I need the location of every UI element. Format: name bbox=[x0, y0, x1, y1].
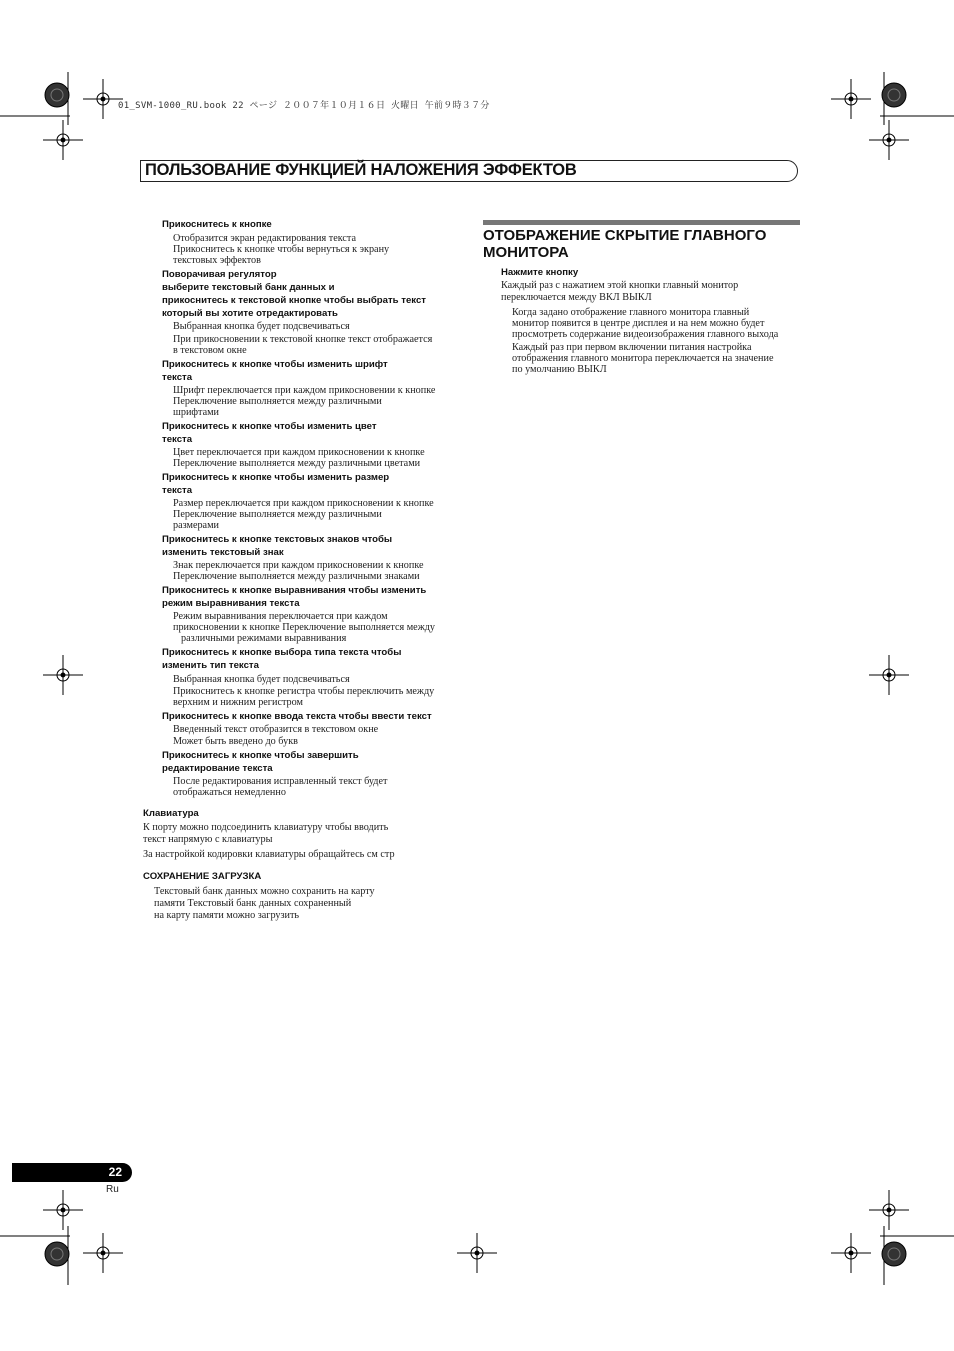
step-heading: Прикоснитесь к кнопке чтобы изменить цвет bbox=[162, 421, 377, 432]
step-heading: текста bbox=[162, 372, 193, 383]
registration-target-icon bbox=[457, 1233, 497, 1273]
registration-disc-icon bbox=[881, 1241, 907, 1267]
keyboard-text: К порту можно подсоединить клавиатуру чтобы вводить bbox=[143, 822, 389, 833]
step-heading: изменить тип текста bbox=[162, 660, 259, 671]
step-text: отображаться немедленно bbox=[173, 787, 286, 798]
step-heading: Нажмите кнопку bbox=[501, 267, 579, 278]
step-heading: выберите текстовый банк данных и bbox=[162, 282, 335, 293]
step-text: Может быть введено до букв bbox=[173, 736, 298, 747]
step-heading: Прикоснитесь к кнопке ввода текста чтобы ввести текст bbox=[162, 711, 432, 722]
step-text: Режим выравнивания переключается при каждом bbox=[173, 611, 388, 622]
step-text: Отобразится экран редактирования текста bbox=[173, 233, 357, 244]
save-load-text: Текстовый банк данных можно сохранить на карту bbox=[154, 886, 375, 897]
step-text: Цвет переключается при каждом прикосновении к кнопке bbox=[173, 447, 425, 458]
registration-target-icon bbox=[83, 1233, 123, 1273]
step-text: Знак переключается при каждом прикосновении к кнопке bbox=[173, 560, 424, 571]
step-text: Выбранная кнопка будет подсвечиваться bbox=[173, 674, 350, 685]
save-load-text: на карту памяти можно загрузить bbox=[154, 910, 300, 921]
section-rule bbox=[483, 220, 800, 225]
print-header: 01_SVM-1000_RU.book 22 ページ ２００７年１０月１６日 火曜日 午前９時３７分 bbox=[118, 101, 490, 111]
registration-target-icon bbox=[869, 655, 909, 695]
step-heading: Прикоснитесь к кнопке bbox=[162, 219, 272, 230]
keyboard-heading: Клавиатура bbox=[143, 808, 199, 819]
step-text: по умолчанию ВЫКЛ bbox=[512, 364, 607, 375]
step-heading: редактирование текста bbox=[162, 763, 273, 774]
registration-target-icon bbox=[831, 1233, 871, 1273]
step-heading: текста bbox=[162, 434, 193, 445]
step-text: Прикоснитесь к кнопке регистра чтобы переключить между bbox=[173, 686, 435, 697]
step-heading: Прикоснитесь к кнопке чтобы завершить bbox=[162, 750, 359, 761]
section-title-line: ОТОБРАЖЕНИЕ СКРЫТИЕ ГЛАВНОГО bbox=[483, 227, 767, 244]
step-text: отображения главного монитора переключается на значение bbox=[512, 353, 774, 364]
step-heading: текста bbox=[162, 485, 193, 496]
registration-target-icon bbox=[831, 79, 871, 119]
step-heading: Поворачивая регулятор bbox=[162, 269, 277, 280]
step-text: Каждый раз с нажатием этой кнопки главный монитор bbox=[501, 280, 739, 291]
step-text: шрифтами bbox=[173, 407, 219, 418]
page-title: ПОЛЬЗОВАНИЕ ФУНКЦИЕЙ НАЛОЖЕНИЯ ЭФФЕКТОВ bbox=[145, 161, 577, 179]
registration-disc-icon bbox=[44, 82, 70, 108]
registration-target-icon bbox=[83, 79, 123, 119]
step-heading: изменить текстовый знак bbox=[162, 547, 284, 558]
step-text: размерами bbox=[173, 520, 219, 531]
step-text: Переключение выполняется между различными знаками bbox=[173, 571, 420, 582]
page-number: 22 bbox=[108, 1165, 122, 1179]
registration-disc-icon bbox=[44, 1241, 70, 1267]
step-text: Шрифт переключается при каждом прикосновении к кнопке bbox=[173, 385, 436, 396]
registration-target-icon bbox=[869, 120, 909, 160]
registration-disc-icon bbox=[881, 82, 907, 108]
step-text: различными режимами выравнивания bbox=[181, 633, 347, 644]
step-text: в текстовом окне bbox=[173, 345, 247, 356]
language-code: Ru bbox=[106, 1184, 119, 1195]
step-text: Каждый раз при первом включении питания настройка bbox=[512, 342, 752, 353]
step-heading: Прикоснитесь к кнопке чтобы изменить шрифт bbox=[162, 359, 388, 370]
step-heading: Прикоснитесь к кнопке текстовых знаков чтобы bbox=[162, 534, 393, 545]
step-heading: Прикоснитесь к кнопке чтобы изменить размер bbox=[162, 472, 390, 483]
save-load-text: памяти Текстовый банк данных сохраненный bbox=[154, 898, 352, 909]
step-heading: прикоснитесь к текстовой кнопке чтобы выбрать текст bbox=[162, 295, 426, 306]
step-text: прикосновении к кнопке Переключение выполняется между bbox=[173, 622, 436, 633]
save-load-heading: СОХРАНЕНИЕ ЗАГРУЗКА bbox=[143, 871, 262, 882]
step-heading: Прикоснитесь к кнопке выравнивания чтобы изменить bbox=[162, 585, 427, 596]
keyboard-text: текст напрямую с клавиатуры bbox=[143, 834, 273, 845]
step-text: Прикоснитесь к кнопке чтобы вернуться к экрану bbox=[173, 244, 390, 255]
section-title-line: МОНИТОРА bbox=[483, 244, 569, 261]
step-text: При прикосновении к текстовой кнопке текст отображается bbox=[173, 334, 433, 345]
step-text: просмотреть содержание видеоизображения главного выхода bbox=[512, 329, 779, 340]
step-heading: Прикоснитесь к кнопке выбора типа текста чтобы bbox=[162, 647, 402, 658]
step-text: Размер переключается при каждом прикосновении к кнопке bbox=[173, 498, 434, 509]
registration-target-icon bbox=[43, 120, 83, 160]
registration-target-icon bbox=[43, 1190, 83, 1230]
step-text: Когда задано отображение главного монитора главный bbox=[512, 307, 750, 318]
step-text: монитор появится в центре дисплея и на нем можно будет bbox=[512, 318, 765, 329]
step-text: текстовых эффектов bbox=[173, 255, 261, 266]
step-text: переключается между ВКЛ ВЫКЛ bbox=[501, 292, 652, 303]
step-text: верхним и нижним регистром bbox=[173, 697, 303, 708]
step-text: Выбранная кнопка будет подсвечиваться bbox=[173, 321, 350, 332]
step-text: Введенный текст отобразится в текстовом окне bbox=[173, 724, 379, 735]
step-heading: режим выравнивания текста bbox=[162, 598, 300, 609]
keyboard-text: За настройкой кодировки клавиатуры обращайтесь см стр bbox=[143, 849, 395, 860]
section-title bbox=[483, 227, 766, 261]
step-text: Переключение выполняется между различными bbox=[173, 509, 382, 520]
step-text: Переключение выполняется между различными bbox=[173, 396, 382, 407]
step-text: После редактирования исправленный текст будет bbox=[173, 776, 388, 787]
registration-target-icon bbox=[43, 655, 83, 695]
step-heading: который вы хотите отредактировать bbox=[162, 308, 338, 319]
registration-target-icon bbox=[869, 1190, 909, 1230]
step-text: Переключение выполняется между различными цветами bbox=[173, 458, 421, 469]
